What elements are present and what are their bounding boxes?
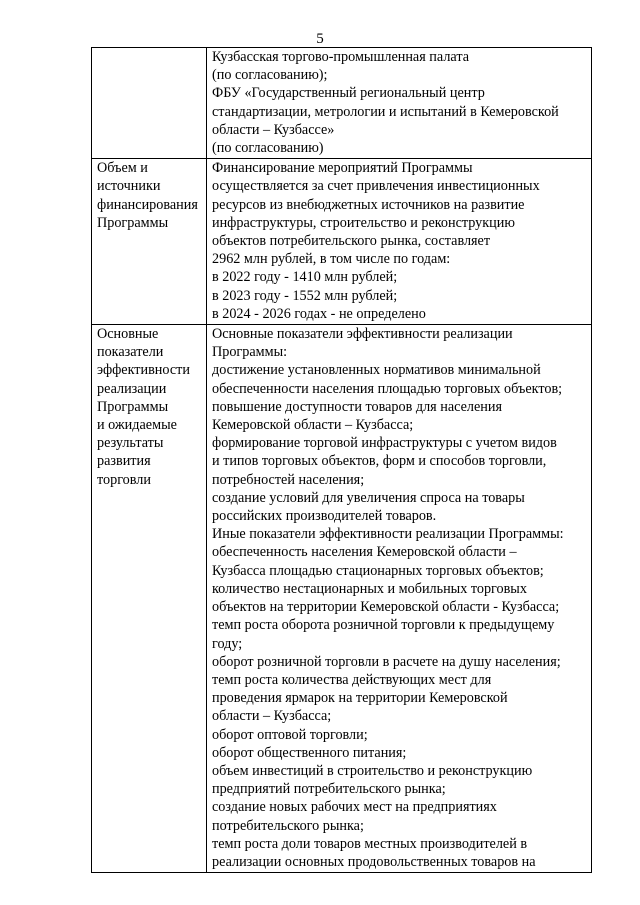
content-line: обеспеченность населения Кемеровской области – bbox=[212, 544, 517, 561]
label-line: финансирования bbox=[97, 196, 198, 213]
label-line: развития bbox=[97, 453, 151, 470]
content-line: области – Кузбассе» bbox=[212, 121, 335, 138]
label-line: Основные bbox=[97, 326, 159, 343]
program-passport-table bbox=[91, 47, 592, 873]
content-line: Кемеровской области – Кузбасса; bbox=[212, 417, 414, 434]
content-line: ФБУ «Государственный региональный центр bbox=[212, 85, 485, 102]
content-line: (по согласованию) bbox=[212, 140, 324, 157]
content-line: стандартизации, метрологии и испытаний в Кемеровской bbox=[212, 103, 559, 120]
content-line: оборот оптовой торговли; bbox=[212, 726, 368, 743]
table-row bbox=[92, 48, 592, 159]
content-line: российских производителей товаров. bbox=[212, 508, 437, 525]
table-body bbox=[92, 48, 592, 873]
content-line: инфраструктуры, строительство и реконструкцию bbox=[212, 214, 515, 231]
content-line: (по согласованию); bbox=[212, 67, 328, 84]
content-line: ресурсов из внебюджетных источников на развитие bbox=[212, 196, 525, 213]
label-line: Программы bbox=[97, 214, 169, 231]
content-line: году; bbox=[212, 635, 243, 652]
content-line: проведения ярмарок на территории Кемеровской bbox=[212, 690, 508, 707]
content-line: достижение установленных нормативов минимальной bbox=[212, 362, 541, 379]
label-line: результаты bbox=[97, 435, 164, 452]
content-line: темп роста количества действующих мест для bbox=[212, 671, 492, 688]
content-line: осуществляется за счет привлечения инвестиционных bbox=[212, 178, 540, 195]
content-line: потребительского рынка; bbox=[212, 817, 364, 834]
content-line: обеспеченности населения площадью торговых объектов; bbox=[212, 380, 563, 397]
content-line: в 2023 году - 1552 млн рублей; bbox=[212, 287, 398, 304]
content-line: Кузбасская торгово-промышленная палата bbox=[212, 49, 470, 65]
row-label-cell bbox=[92, 159, 207, 325]
content-line: повышение доступности товаров для населения bbox=[212, 398, 502, 415]
content-line: количество нестационарных и мобильных торговых bbox=[212, 580, 527, 597]
label-line: торговли bbox=[97, 471, 151, 488]
row-label-cell bbox=[92, 48, 207, 159]
content-line: оборот розничной торговли в расчете на душу населения; bbox=[212, 653, 561, 670]
content-line: оборот общественного питания; bbox=[212, 744, 407, 761]
content-line: реализации основных продовольственных товаров на bbox=[212, 853, 536, 870]
label-line: Объем и bbox=[97, 160, 148, 177]
label-line: эффективности bbox=[97, 362, 190, 379]
content-line: темп роста доли товаров местных производителей в bbox=[212, 835, 528, 852]
content-line: Программы: bbox=[212, 344, 288, 361]
label-line: источники bbox=[97, 178, 161, 195]
content-line: в 2022 году - 1410 млн рублей; bbox=[212, 269, 398, 286]
content-line: Иные показатели эффективности реализации Программы: bbox=[212, 526, 564, 543]
content-line: области – Кузбасса; bbox=[212, 708, 332, 725]
content-line: Кузбасса площадью стационарных торговых объектов; bbox=[212, 562, 544, 579]
label-line: реализации bbox=[97, 380, 167, 397]
content-line: темп роста оборота розничной торговли к предыдущему bbox=[212, 617, 555, 634]
content-line: в 2024 - 2026 годах - не определено bbox=[212, 305, 426, 322]
content-line: формирование торговой инфраструктуры с учетом видов bbox=[212, 435, 557, 452]
content-line: и типов торговых объектов, форм и способов торговли, bbox=[212, 453, 547, 470]
row-content-cell bbox=[207, 325, 592, 873]
label-line: Программы bbox=[97, 398, 169, 415]
content-line: Финансирование мероприятий Программы bbox=[212, 160, 473, 177]
label-line: и ожидаемые bbox=[97, 417, 177, 434]
row-content-cell bbox=[207, 159, 592, 325]
content-line: 2962 млн рублей, в том числе по годам: bbox=[212, 251, 451, 268]
row-label-cell bbox=[92, 325, 207, 873]
content-line: создание новых рабочих мест на предприятиях bbox=[212, 799, 497, 816]
page-number: 5 bbox=[316, 31, 324, 47]
table-row bbox=[92, 325, 592, 873]
content-line: потребностей населения; bbox=[212, 471, 365, 488]
table-row bbox=[92, 159, 592, 325]
content-line: предприятий потребительского рынка; bbox=[212, 781, 446, 798]
content-line: Основные показатели эффективности реализации bbox=[212, 326, 513, 343]
label-line: показатели bbox=[97, 344, 164, 361]
content-line: создание условий для увеличения спроса на товары bbox=[212, 489, 525, 506]
content-line: объектов на территории Кемеровской области - Кузбасса; bbox=[212, 599, 560, 616]
row-content-cell bbox=[207, 48, 592, 159]
content-line: объем инвестиций в строительство и реконструкцию bbox=[212, 762, 533, 779]
content-line: объектов потребительского рынка, составляет bbox=[212, 233, 491, 250]
